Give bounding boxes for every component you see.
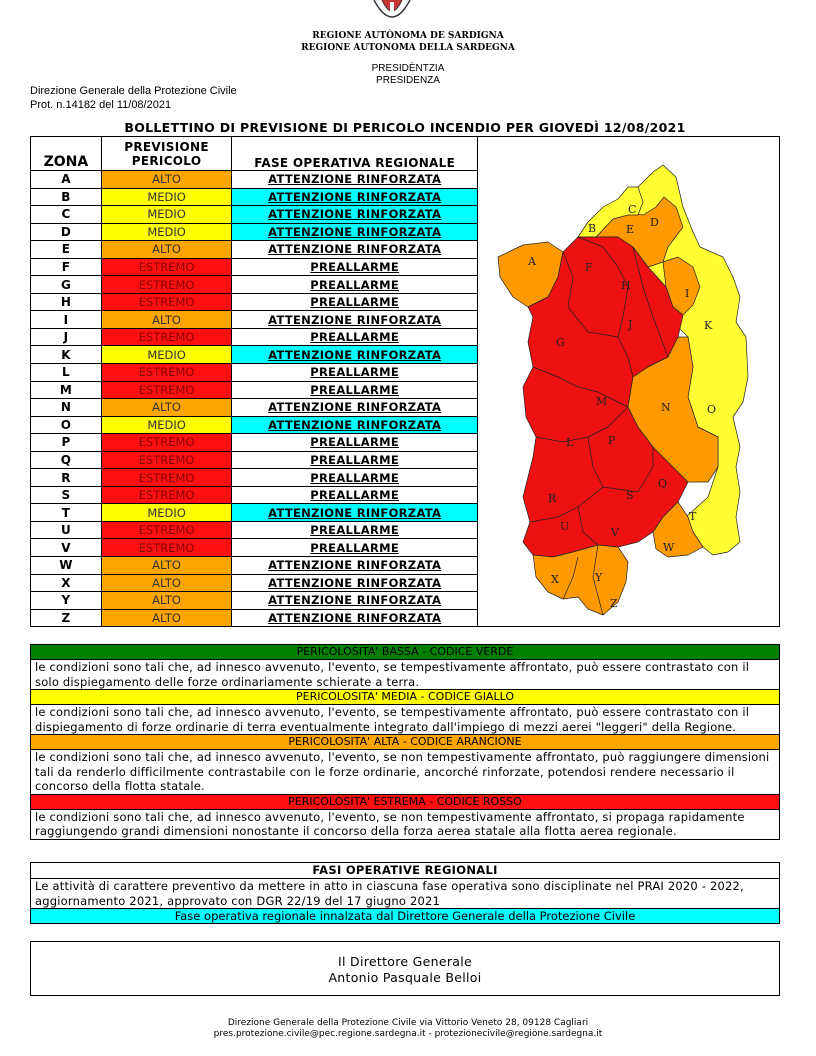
fase-cell: ATTENZIONE RINFORZATA bbox=[232, 346, 478, 364]
previsione-cell: ESTREMO bbox=[101, 434, 232, 452]
fase-cell: ATTENZIONE RINFORZATA bbox=[232, 311, 478, 329]
table-row bbox=[31, 504, 478, 522]
fase-cell: ATTENZIONE RINFORZATA bbox=[232, 574, 478, 592]
map-zone-label: C bbox=[628, 203, 637, 216]
fase-cell: PREALLARME bbox=[232, 293, 478, 311]
previsione-cell: MEDIO bbox=[101, 416, 232, 434]
fase-cell: ATTENZIONE RINFORZATA bbox=[232, 223, 478, 241]
fase-cell: ATTENZIONE RINFORZATA bbox=[232, 399, 478, 417]
map-zone-label: E bbox=[626, 223, 635, 236]
fasi-text: Le attività di carattere preventivo da mettere in atto in ciascuna fase operativa sono disciplinate nel PRAI 2020 - 2022, aggiornamento 2021, approvato con DGR 22/19 del 17 giugno 2021 bbox=[35, 879, 744, 908]
region-name-sardinian: REGIONE AUTÒNOMA DE SARDIGNA bbox=[312, 31, 504, 41]
previsione-cell: ESTREMO bbox=[101, 486, 232, 504]
zone-cell: Z bbox=[31, 609, 102, 627]
table-row bbox=[31, 188, 478, 206]
direzione-label: Direzione Generale della Protezione Civile bbox=[30, 85, 237, 97]
table-row bbox=[31, 399, 478, 417]
zone-cell: E bbox=[31, 241, 102, 259]
zone-cell: W bbox=[31, 557, 102, 575]
fasi-operative-box bbox=[30, 862, 780, 924]
previsione-cell: ESTREMO bbox=[101, 364, 232, 382]
table-row bbox=[31, 276, 478, 294]
fase-cell: ATTENZIONE RINFORZATA bbox=[232, 171, 478, 189]
table-row bbox=[31, 416, 478, 434]
table-row bbox=[31, 381, 478, 399]
map-zone-label: B bbox=[588, 222, 597, 235]
fase-cell: ATTENZIONE RINFORZATA bbox=[232, 206, 478, 224]
previsione-cell: ESTREMO bbox=[101, 276, 232, 294]
zone-cell: B bbox=[31, 188, 102, 206]
zone-cell: J bbox=[31, 328, 102, 346]
table-row bbox=[31, 469, 478, 487]
map-zone-label: K bbox=[704, 319, 713, 332]
protocol-number: Prot. n.14182 del 11/08/2021 bbox=[30, 99, 172, 111]
legend-text-media: le condizioni sono tali che, ad innesco avvenuto, l'evento, se tempestivamente affrontato, può essere contrastato con il dispiegamento di forze ordinarie di terra eventualmente integrato dall'impiego di mezzi aerei "leggeri" della Regione. bbox=[31, 705, 779, 735]
previsione-cell: ALTO bbox=[101, 557, 232, 575]
zone-cell: C bbox=[31, 206, 102, 224]
fase-cell: PREALLARME bbox=[232, 539, 478, 557]
column-header-fase: FASE OPERATIVA REGIONALE bbox=[232, 137, 478, 171]
fase-cell: PREALLARME bbox=[232, 364, 478, 382]
table-row bbox=[31, 539, 478, 557]
previsione-cell: ALTO bbox=[101, 574, 232, 592]
legend-header-alta: PERICOLOSITA' ALTA - CODICE ARANCIONE bbox=[31, 735, 779, 750]
fase-cell: PREALLARME bbox=[232, 328, 478, 346]
zone-cell: K bbox=[31, 346, 102, 364]
zone-cell: P bbox=[31, 434, 102, 452]
previsione-cell: ALTO bbox=[101, 241, 232, 259]
zone-cell: V bbox=[31, 539, 102, 557]
map-zone-label: H bbox=[621, 279, 631, 292]
fase-cell: PREALLARME bbox=[232, 451, 478, 469]
fase-cell: PREALLARME bbox=[232, 486, 478, 504]
previsione-cell: ESTREMO bbox=[101, 469, 232, 487]
zone-cell: G bbox=[31, 276, 102, 294]
map-zone-label: G bbox=[556, 336, 565, 349]
zone-cell: Q bbox=[31, 451, 102, 469]
table-row bbox=[31, 434, 478, 452]
fase-cell: PREALLARME bbox=[232, 521, 478, 539]
table-row bbox=[31, 223, 478, 241]
legend-text-alta: le condizioni sono tali che, ad innesco avvenuto, l'evento, se non tempestivamente affrontato, può raggiungere dimensioni tali da renderlo difficilmente contrastabile con le forze ordinarie, ancorché rinforzate, potendosi rendere necessario il concorso della flotta statale. bbox=[31, 750, 779, 795]
previsione-cell: ALTO bbox=[101, 609, 232, 627]
previsione-cell: ALTO bbox=[101, 171, 232, 189]
zone-cell: T bbox=[31, 504, 102, 522]
previsione-cell: ALTO bbox=[101, 592, 232, 610]
previsione-cell: ALTO bbox=[101, 311, 232, 329]
fase-cell: ATTENZIONE RINFORZATA bbox=[232, 504, 478, 522]
table-row bbox=[31, 521, 478, 539]
regional-crest-icon bbox=[368, 0, 416, 24]
previsione-cell: ESTREMO bbox=[101, 293, 232, 311]
hazard-legend bbox=[30, 644, 780, 840]
table-row bbox=[31, 311, 478, 329]
footer-address: Direzione Generale della Protezione Civile via Vittorio Veneto 28, 09128 Cagliari bbox=[227, 1018, 589, 1028]
map-zone-label: N bbox=[661, 401, 671, 414]
fase-cell: ATTENZIONE RINFORZATA bbox=[232, 609, 478, 627]
legend-header-bassa: PERICOLOSITA' BASSA - CODICE VERDE bbox=[31, 645, 779, 660]
bulletin-title: BOLLETTINO DI PREVISIONE DI PERICOLO INCENDIO PER GIOVEDÌ 12/08/2021 bbox=[124, 120, 686, 135]
map-zone-label: W bbox=[663, 541, 675, 554]
previsione-cell: ESTREMO bbox=[101, 521, 232, 539]
fase-cell: ATTENZIONE RINFORZATA bbox=[232, 241, 478, 259]
fase-cell: PREALLARME bbox=[232, 469, 478, 487]
map-zone-label: F bbox=[585, 261, 593, 274]
footer-emails: pres.protezione.civile@pec.regione.sardegna.it - protezionecivile@regione.sardegna.it bbox=[213, 1029, 603, 1039]
previsione-cell: ESTREMO bbox=[101, 381, 232, 399]
table-row bbox=[31, 557, 478, 575]
map-zone-label: P bbox=[608, 434, 616, 447]
zone-cell: U bbox=[31, 521, 102, 539]
legend-header-media: PERICOLOSITA' MEDIA - CODICE GIALLO bbox=[31, 690, 779, 705]
zone-cell: F bbox=[31, 258, 102, 276]
map-zone-label: V bbox=[611, 526, 619, 539]
legend-text-estrema: le condizioni sono tali che, ad innesco avvenuto, l'evento, se non tempestivamente affrontato, si propaga rapidamente raggiungendo grandi dimensioni nonostante il concorso della forza aerea statale alla flotta aerea regionale. bbox=[35, 809, 745, 838]
fase-cell: PREALLARME bbox=[232, 381, 478, 399]
previsione-cell: ESTREMO bbox=[101, 328, 232, 346]
map-zone-label: Z bbox=[610, 597, 618, 610]
map-zone-label: L bbox=[566, 436, 574, 449]
column-header-previsione: PREVISIONE PERICOLO bbox=[101, 137, 232, 171]
map-zone-label: S bbox=[626, 489, 634, 502]
legend-text-bassa: le condizioni sono tali che, ad innesco avvenuto, l'evento, se tempestivamente affrontato, può essere contrastato con il solo dispiegamento delle forze ordinariamente schierate a terra. bbox=[31, 660, 779, 690]
fase-cell: ATTENZIONE RINFORZATA bbox=[232, 557, 478, 575]
fase-cell: PREALLARME bbox=[232, 434, 478, 452]
column-header-zona: ZONA bbox=[31, 137, 102, 171]
map-zone-label: U bbox=[560, 520, 570, 533]
zone-cell: D bbox=[31, 223, 102, 241]
table-row bbox=[31, 328, 478, 346]
fase-cell: PREALLARME bbox=[232, 258, 478, 276]
previsione-cell: ALTO bbox=[101, 399, 232, 417]
sardinia-zone-map-svg bbox=[478, 137, 779, 627]
zone-cell: O bbox=[31, 416, 102, 434]
fase-cell: PREALLARME bbox=[232, 276, 478, 294]
map-zone-label: M bbox=[596, 395, 608, 408]
table-row bbox=[31, 592, 478, 610]
table-row bbox=[31, 574, 478, 592]
table-row bbox=[31, 486, 478, 504]
region-name-italian: REGIONE AUTONOMA DELLA SARDEGNA bbox=[301, 43, 515, 53]
map-zone-label: I bbox=[685, 287, 690, 300]
zone-cell: A bbox=[31, 171, 102, 189]
table-row bbox=[31, 258, 478, 276]
zone-cell: H bbox=[31, 293, 102, 311]
signature-box bbox=[30, 941, 780, 996]
previsione-cell: ESTREMO bbox=[101, 539, 232, 557]
table-row bbox=[31, 171, 478, 189]
office-name-italian: PRESIDENZA bbox=[376, 75, 440, 86]
signature-role: Il Direttore Generale bbox=[337, 954, 473, 969]
map-zone-label: T bbox=[689, 510, 697, 523]
fase-cell: ATTENZIONE RINFORZATA bbox=[232, 592, 478, 610]
map-zone-label: J bbox=[628, 318, 633, 331]
map-zone-label: O bbox=[707, 403, 717, 416]
zone-cell: X bbox=[31, 574, 102, 592]
table-row bbox=[31, 609, 478, 627]
fase-cell: ATTENZIONE RINFORZATA bbox=[232, 188, 478, 206]
map-zone-label: Y bbox=[595, 571, 603, 584]
zone-cell: M bbox=[31, 381, 102, 399]
sardinia-map bbox=[478, 136, 780, 627]
table-row bbox=[31, 346, 478, 364]
fasi-cyan-note: Fase operativa regionale innalzata dal Direttore Generale della Protezione Civile bbox=[31, 908, 779, 923]
zone-cell: L bbox=[31, 364, 102, 382]
previsione-cell: MEDIO bbox=[101, 206, 232, 224]
previsione-cell: MEDIO bbox=[101, 504, 232, 522]
zone-cell: S bbox=[31, 486, 102, 504]
table-row bbox=[31, 293, 478, 311]
previsione-cell: MEDIO bbox=[101, 188, 232, 206]
zones-table bbox=[30, 136, 478, 627]
previsione-cell: ESTREMO bbox=[101, 258, 232, 276]
zone-cell: N bbox=[31, 399, 102, 417]
zone-cell: Y bbox=[31, 592, 102, 610]
map-zone-label: R bbox=[548, 492, 557, 505]
zone-cell: R bbox=[31, 469, 102, 487]
map-zone-label: D bbox=[650, 216, 659, 229]
fasi-header: FASI OPERATIVE REGIONALI bbox=[31, 863, 779, 879]
fase-cell: ATTENZIONE RINFORZATA bbox=[232, 416, 478, 434]
table-row bbox=[31, 206, 478, 224]
previsione-cell: ESTREMO bbox=[101, 451, 232, 469]
map-zone-label: A bbox=[528, 255, 536, 268]
previsione-cell: MEDIO bbox=[101, 223, 232, 241]
signature-name: Antonio Pasquale Belloi bbox=[328, 970, 482, 985]
office-name-sardinian: PRESIDÈNTZIA bbox=[371, 63, 445, 74]
zone-cell: I bbox=[31, 311, 102, 329]
map-zone-label: X bbox=[551, 573, 559, 586]
table-row bbox=[31, 364, 478, 382]
table-row bbox=[31, 451, 478, 469]
table-row bbox=[31, 241, 478, 259]
previsione-cell: MEDIO bbox=[101, 346, 232, 364]
legend-header-estrema: PERICOLOSITA' ESTREMA - CODICE ROSSO bbox=[31, 795, 779, 810]
map-zone-label: Q bbox=[658, 477, 668, 490]
